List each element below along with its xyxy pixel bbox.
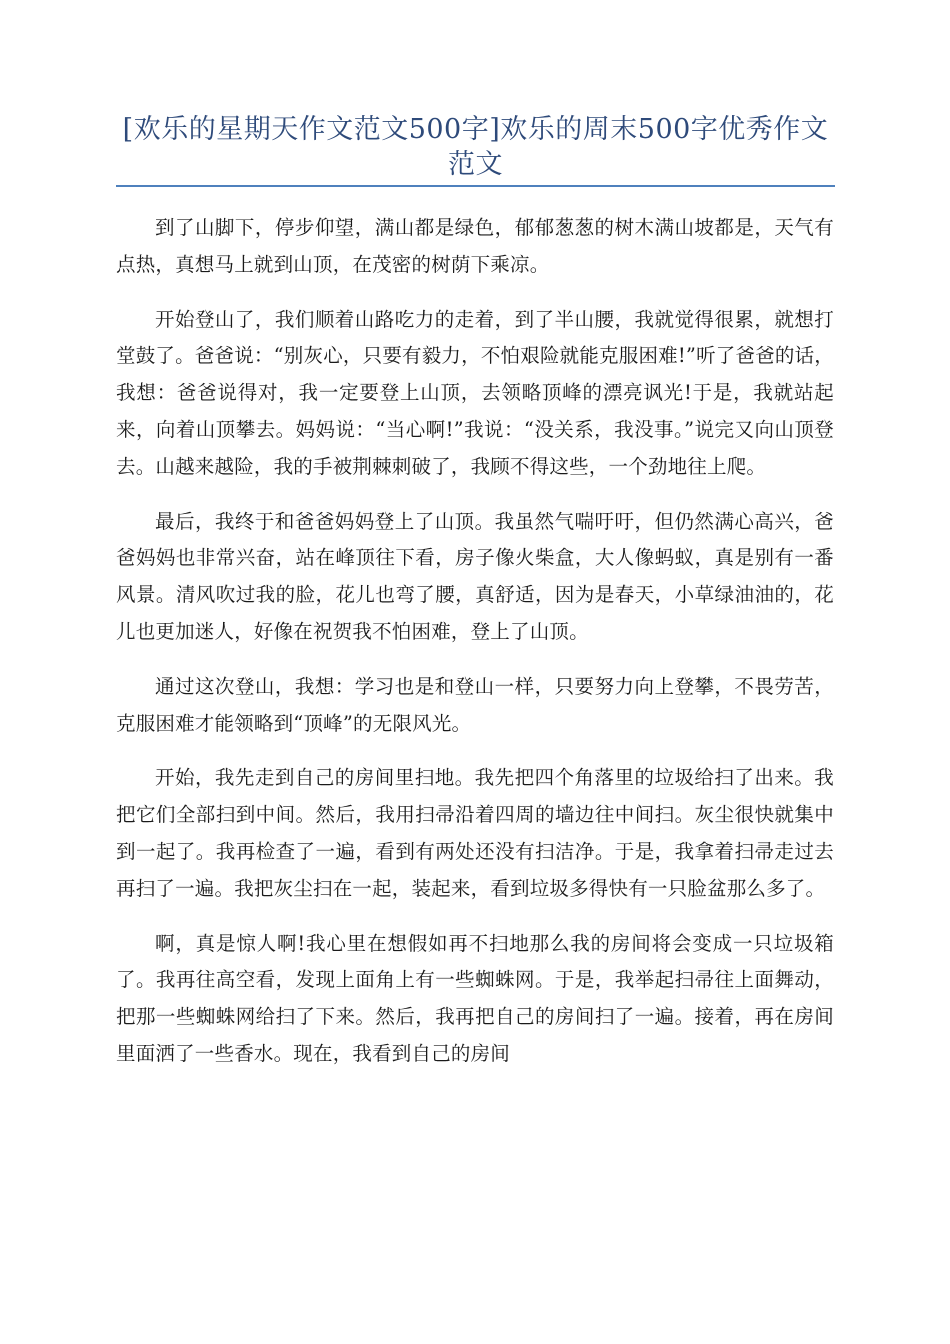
paragraph: 开始登山了，我们顺着山路吃力的走着，到了半山腰，我就觉得很累，就想打堂鼓了。爸爸说：“别灰心，只要有毅力，不怕艰险就能克服困难!”听了爸爸的话，我想：爸爸说得对，我一定要登上山顶，去领略顶峰的漂亮讽光!于是，我就站起来，向着山顶攀去。妈妈说：“当心啊!”我说：“没关系，我没事。”说完又向山顶登去。山越来越险，我的手被荆棘刺破了，我顾不得这些，一个劲地往上爬。 — [116, 307, 834, 478]
paragraph: 到了山脚下，停步仰望，满山都是绿色，郁郁葱葱的树木满山坡都是，天气有点热，真想马上就到山顶，在茂密的树荫下乘凉。 — [116, 216, 834, 276]
title-divider — [116, 185, 835, 187]
paragraph: 啊，真是惊人啊!我心里在想假如再不扫地那么我的房间将会变成一只垃圾箱了。我再往高空看，发现上面角上有一些蜘蛛网。于是，我举起扫帚往上面舞动，把那一些蜘蛛网给扫了下来。然后，我再把自己的房间扫了一遍。接着，再在房间里面洒了一些香水。现在，我看到自己的房间 — [116, 931, 834, 1065]
paragraph: 通过这次登山，我想：学习也是和登山一样，只要努力向上登攀，不畏劳苦，克服困难才能领略到“顶峰”的无限风光。 — [116, 674, 834, 735]
article-body — [116, 210, 834, 1091]
paragraph: 最后，我终于和爸爸妈妈登上了山顶。我虽然气喘吁吁，但仍然满心高兴，爸爸妈妈也非常兴奋，站在峰顶往下看，房子像火柴盒，大人像蚂蚁，真是别有一番风景。清风吹过我的脸，花儿也弯了腰，真舒适，因为是春天，小草绿油油的，花儿也更加迷人，好像在祝贺我不怕困难，登上了山顶。 — [116, 509, 834, 643]
title-block — [116, 112, 835, 182]
page-title: [欢乐的星期天作文范文500字]欢乐的周末500字优秀作文范文 — [122, 114, 829, 180]
paragraph: 开始，我先走到自己的房间里扫地。我先把四个角落里的垃圾给扫了出来。我把它们全部扫到中间。然后，我用扫帚沿着四周的墙边往中间扫。灰尘很快就集中到一起了。我再检查了一遍，看到有两处还没有扫洁净。于是，我拿着扫帚走过去再扫了一遍。我把灰尘扫在一起，装起来，看到垃圾多得快有一只脸盆那么多了。 — [116, 766, 834, 900]
